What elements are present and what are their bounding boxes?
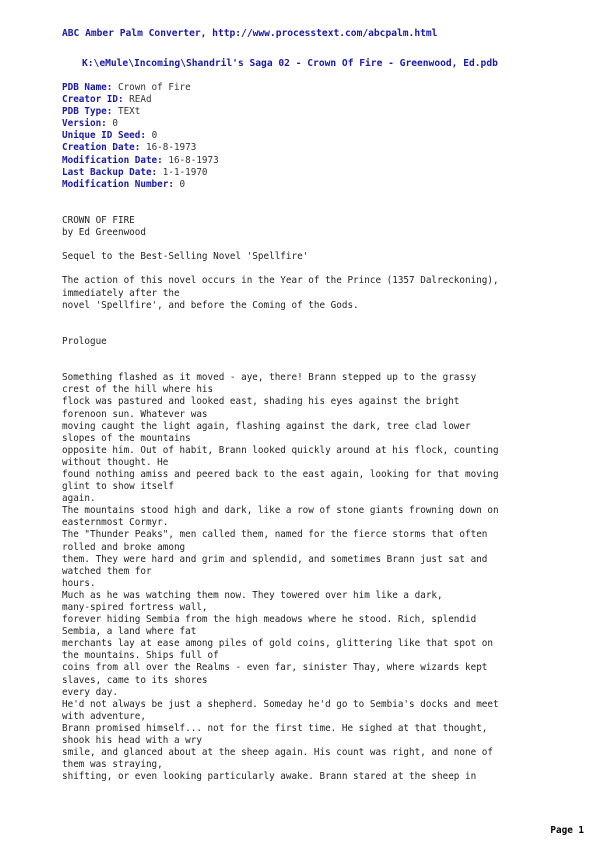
text-line: smile, and glanced about at the sheep again. His count was right, and none of	[62, 747, 493, 759]
metadata-label: Creation Date:	[62, 142, 141, 154]
text-line: Something flashed as it moved - aye, there! Brann stepped up to the grassy	[62, 372, 477, 384]
text-line: crest of the hill where his	[62, 384, 214, 396]
text-line: them. They were hard and grim and splendid, and sometimes Brann just sat and	[62, 553, 488, 565]
metadata-label: Creator ID:	[62, 94, 124, 106]
metadata-value: 16-8-1973	[162, 154, 219, 166]
text-line: every day.	[62, 686, 118, 698]
text-line: with adventure,	[62, 710, 146, 722]
metadata-value: 0	[173, 178, 186, 190]
intro-line: immediately after the	[62, 287, 180, 299]
text-line: Brann promised himself... not for the first time. He sighed at that thought,	[62, 722, 488, 734]
text-line: them was straying,	[62, 759, 163, 771]
text-line: Much as he was watching them now. They towered over him like a dark,	[62, 589, 443, 601]
text-line: forever hiding Sembia from the high meadows where he stood. Rich, splendid	[62, 614, 477, 626]
text-line: rolled and broke among	[62, 541, 186, 553]
text-line: easternmost Cormyr.	[62, 517, 169, 529]
metadata-row	[62, 167, 219, 179]
metadata-row	[62, 130, 219, 142]
intro-line: novel 'Spellfire', and before the Coming of the Gods.	[62, 299, 359, 311]
metadata-row	[62, 179, 219, 191]
text-line: shook his head with a wry	[62, 735, 202, 747]
metadata-label: Modification Date:	[62, 154, 163, 166]
text-line: again.	[62, 493, 96, 505]
metadata-row	[62, 118, 219, 130]
intro-line: The action of this novel occurs in the Year of the Prince (1357 Dalreckoning),	[62, 275, 499, 287]
text-line: watched them for	[62, 565, 152, 577]
text-line: without thought. He	[62, 456, 169, 468]
text-line: many-spired fortress wall,	[62, 602, 208, 613]
prologue-heading: Prologue	[62, 335, 107, 347]
metadata-label: Unique ID Seed:	[62, 130, 146, 142]
text-line: The "Thunder Peaks", men called them, named for the fierce storms that often	[62, 529, 488, 541]
metadata-label: Modification Number:	[62, 178, 174, 190]
text-line: Sembia, a land where fat	[62, 626, 197, 638]
file-path: K:\eMule\Incoming\Shandril's Saga 02 - Crown Of Fire - Greenwood, Ed.pdb	[82, 58, 498, 69]
text-line: moving caught the light again, flashing against the dark, tree clad lower	[62, 420, 471, 432]
converter-header: ABC Amber Palm Converter, http://www.processtext.com/abcpalm.html	[62, 28, 438, 39]
text-line: merchants lay at ease among piles of gold coins, glittering like that spot on	[62, 638, 493, 650]
metadata-row	[62, 142, 219, 154]
text-line: slaves, came to its shores	[62, 674, 208, 686]
book-title: CROWN OF FIRE	[62, 215, 135, 226]
metadata-block	[62, 82, 219, 191]
metadata-row	[62, 106, 219, 118]
text-line: hours.	[62, 577, 96, 589]
metadata-value: TEXt	[112, 106, 141, 118]
prologue-text	[62, 372, 582, 783]
metadata-label: PDB Name:	[62, 82, 113, 93]
metadata-row	[62, 82, 219, 94]
text-line: flock was pastured and looked east, shading his eyes against the bright	[62, 396, 460, 408]
metadata-value: 0	[106, 118, 118, 130]
text-line: glint to show itself	[62, 481, 174, 493]
book-author: by Ed Greenwood	[62, 227, 146, 239]
text-line: shifting, or even looking particularly awake. Brann stared at the sheep in	[62, 771, 477, 783]
document-body	[62, 215, 582, 783]
metadata-value: 0	[145, 130, 158, 142]
text-line: found nothing amiss and peered back to the east again, looking for that moving	[62, 468, 499, 480]
text-line: forenoon sun. Whatever was	[62, 408, 208, 420]
metadata-value: Crown of Fire	[112, 82, 191, 93]
text-line: slopes of the mountains	[62, 432, 191, 444]
metadata-value: REAd	[123, 94, 152, 106]
text-line: opposite him. Out of habit, Brann looked quickly around at his flock, counting	[62, 444, 499, 456]
metadata-label: Version:	[62, 118, 107, 130]
metadata-row	[62, 94, 219, 106]
text-line: the mountains. Ships full of	[62, 650, 219, 662]
metadata-label: Last Backup Date:	[62, 166, 158, 178]
metadata-label: PDB Type:	[62, 106, 113, 118]
metadata-row	[62, 155, 219, 167]
text-line: The mountains stood high and dark, like a row of stone giants frowning down on	[62, 505, 499, 517]
text-line: He'd not always be just a shepherd. Someday he'd go to Sembia's docks and meet	[62, 698, 499, 710]
text-line: coins from all over the Realms - even far, sinister Thay, where wizards kept	[62, 662, 488, 674]
page-number: Page 1	[550, 825, 584, 836]
metadata-value: 1-1-1970	[157, 166, 208, 178]
metadata-value: 16-8-1973	[140, 142, 197, 154]
sequel-note: Sequel to the Best-Selling Novel 'Spellfire'	[62, 251, 309, 263]
